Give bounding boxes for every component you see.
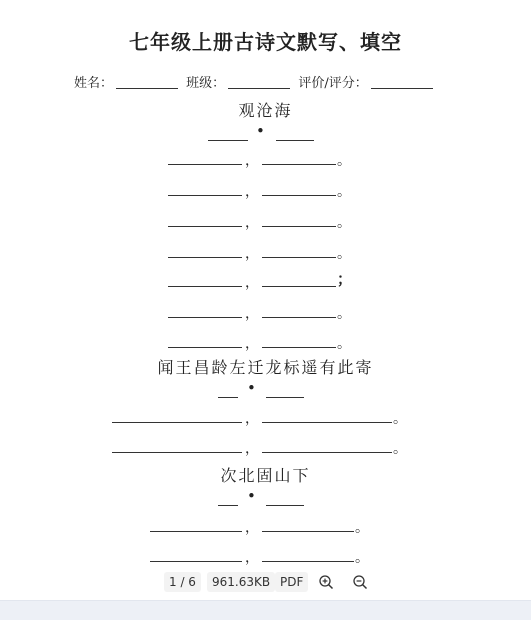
class-blank — [228, 75, 290, 89]
verse-line — [0, 438, 531, 458]
period: 。 — [337, 184, 351, 200]
page-indicator[interactable]: 1 / 6 — [164, 572, 201, 592]
student-info-row — [74, 72, 437, 91]
class-label: 班级： — [186, 76, 226, 91]
separator-dot: • — [247, 379, 256, 397]
period: 。 — [393, 411, 407, 427]
blank — [262, 531, 354, 532]
blank — [262, 317, 336, 318]
name-blank — [116, 75, 178, 89]
verse-line — [0, 408, 531, 428]
name-label: 姓名： — [74, 76, 114, 91]
comma: ， — [245, 336, 259, 352]
zoom-out-icon[interactable] — [352, 574, 368, 590]
poem-title: 次北固山下 — [220, 466, 311, 485]
verse-line — [0, 150, 531, 170]
blank — [168, 257, 242, 258]
file-format: PDF — [275, 572, 308, 592]
blank — [112, 422, 242, 423]
period: 。 — [355, 550, 369, 566]
verse-line — [0, 547, 531, 567]
verse-line — [0, 243, 531, 263]
viewer-toolbar — [0, 572, 531, 592]
zoom-in-icon[interactable] — [318, 574, 334, 590]
blank — [168, 286, 242, 287]
score-label: 评价/评分： — [298, 76, 368, 91]
comma: ， — [245, 550, 259, 566]
verse-line — [0, 212, 531, 232]
poem-title: 闻王昌龄左迁龙标遥有此寄 — [157, 358, 374, 377]
author-line — [0, 381, 531, 401]
period: 。 — [337, 153, 351, 169]
verse-line — [0, 333, 531, 353]
file-size: 961.63KB — [207, 572, 275, 592]
blank — [262, 452, 392, 453]
comma: ， — [245, 411, 259, 427]
dynasty-blank — [218, 505, 238, 506]
author-blank — [266, 505, 304, 506]
author-blank — [266, 397, 304, 398]
page-footer-band — [0, 600, 531, 620]
blank — [112, 452, 242, 453]
blank — [262, 422, 392, 423]
comma: ， — [245, 246, 259, 262]
document-title: 七年级上册古诗文默写、填空 — [129, 30, 402, 54]
blank — [150, 531, 242, 532]
period: 。 — [337, 215, 351, 231]
comma: ， — [245, 306, 259, 322]
blank — [168, 347, 242, 348]
poem-title: 观沧海 — [238, 101, 293, 120]
period: 。 — [393, 441, 407, 457]
period: 。 — [337, 306, 351, 322]
semicolon: ； — [337, 270, 353, 288]
period: 。 — [337, 246, 351, 262]
blank — [168, 226, 242, 227]
blank — [262, 561, 354, 562]
author-blank — [276, 140, 314, 141]
blank — [168, 164, 242, 165]
comma: ， — [245, 184, 259, 200]
verse-line — [0, 181, 531, 201]
dynasty-blank — [218, 397, 238, 398]
comma: ， — [245, 215, 259, 231]
verse-line — [0, 272, 531, 292]
blank — [262, 257, 336, 258]
blank — [262, 164, 336, 165]
period: 。 — [355, 520, 369, 536]
verse-line — [0, 517, 531, 537]
blank — [262, 195, 336, 196]
comma: ， — [245, 275, 259, 291]
blank — [150, 561, 242, 562]
verse-line — [0, 303, 531, 323]
author-line — [0, 489, 531, 509]
blank — [262, 226, 336, 227]
blank — [168, 195, 242, 196]
comma: ， — [245, 520, 259, 536]
period: 。 — [337, 336, 351, 352]
author-line — [0, 124, 531, 144]
blank — [168, 317, 242, 318]
separator-dot: • — [247, 487, 256, 505]
comma: ， — [245, 441, 259, 457]
blank — [262, 347, 336, 348]
comma: ， — [245, 153, 259, 169]
blank — [262, 286, 336, 287]
score-blank — [371, 75, 433, 89]
separator-dot: • — [256, 122, 265, 140]
dynasty-blank — [208, 140, 248, 141]
